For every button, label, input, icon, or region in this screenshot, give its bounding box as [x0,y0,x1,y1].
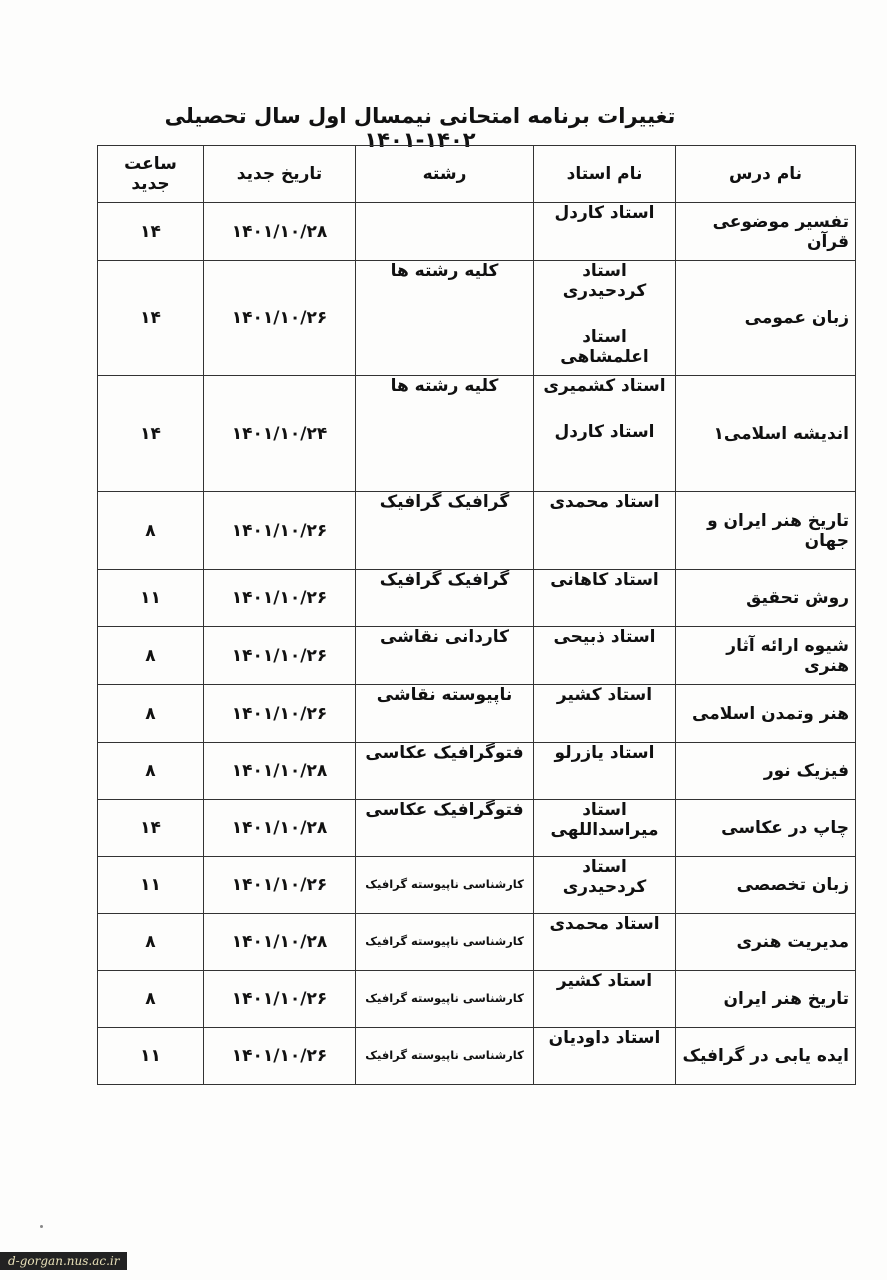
new-time: ۱۱ [98,857,204,914]
teacher-name: استاد محمدی [549,492,660,512]
teacher-name: استاد کاهانی [550,570,659,590]
field-of-study: کارشناسی ناپیوسته گرافیک [356,857,534,914]
teacher-name: استاد کردحیدری [562,857,647,897]
new-date: ۱۴۰۱/۱۰/۲۸ [204,914,356,971]
course-name: زبان تخصصی [676,857,856,914]
field-of-study [356,203,534,261]
course-name: تاریخ هنر ایران [676,971,856,1028]
header-field: رشته [356,146,534,203]
new-date: ۱۴۰۱/۱۰/۲۸ [204,203,356,261]
table-row [98,685,856,743]
course-name: تاریخ هنر ایران و جهان [676,492,856,570]
teacher-name: استاد محمدی [549,914,660,934]
new-date: ۱۴۰۱/۱۰/۲۶ [204,261,356,376]
teacher-name: استاد کشیر [556,685,653,705]
course-name: فیزیک نور [676,743,856,800]
new-date: ۱۴۰۱/۱۰/۲۶ [204,971,356,1028]
new-time: ۱۴ [98,376,204,492]
new-date: ۱۴۰۱/۱۰/۲۶ [204,685,356,743]
new-time: ۸ [98,492,204,570]
teacher-cell [534,914,676,971]
table-row [98,743,856,800]
course-name: مدیریت هنری [676,914,856,971]
teacher-cell [534,261,676,376]
teacher-name: استاد اعلمشاهی [560,327,649,367]
table-row [98,914,856,971]
teacher-cell [534,685,676,743]
table-row [98,971,856,1028]
new-time: ۸ [98,743,204,800]
teacher-cell [534,492,676,570]
teacher-name: استاد یازرلو [554,743,655,763]
field-of-study: گرافیک گرافیک [356,570,534,627]
teacher-name: استاد کشیر [556,971,653,991]
scan-speck [40,1225,43,1228]
teacher-name: استاد ذبیحی [553,627,656,647]
new-time: ۸ [98,914,204,971]
header-course: نام درس [676,146,856,203]
new-time: ۱۴ [98,261,204,376]
header-teacher: نام استاد [534,146,676,203]
course-name: چاپ در عکاسی [676,800,856,857]
field-of-study: کلیه رشته ها [356,261,534,376]
course-name: شیوه ارائه آثار هنری [676,627,856,685]
course-name: زبان عمومی [676,261,856,376]
table-body [98,203,856,1085]
teacher-cell [534,857,676,914]
exam-schedule-table [97,145,856,1085]
field-of-study: گرافیک گرافیک [356,492,534,570]
new-date: ۱۴۰۱/۱۰/۲۶ [204,570,356,627]
teacher-cell [534,971,676,1028]
table-row [98,800,856,857]
teacher-name: استاد میراسداللهی [550,800,659,840]
teacher-cell [534,743,676,800]
teacher-name: استاد داودیان [548,1028,661,1048]
new-time: ۱۱ [98,570,204,627]
course-name: ایده یابی در گرافیک [676,1028,856,1085]
header-date: تاریخ جدید [204,146,356,203]
teacher-name: استاد کشمیری [543,376,666,396]
field-of-study: کلیه رشته ها [356,376,534,492]
teacher-cell [534,570,676,627]
table-header-row [98,146,856,203]
footer-url: d-gorgan.nus.ac.ir [0,1252,127,1270]
teacher-name: استاد کردحیدری [562,261,647,301]
field-of-study: کارشناسی ناپیوسته گرافیک [356,914,534,971]
teacher-cell [534,1028,676,1085]
table-row [98,627,856,685]
field-of-study: کارشناسی ناپیوسته گرافیک [356,1028,534,1085]
new-time: ۸ [98,627,204,685]
teacher-cell [534,627,676,685]
new-date: ۱۴۰۱/۱۰/۲۴ [204,376,356,492]
table-row [98,203,856,261]
new-time: ۱۱ [98,1028,204,1085]
teacher-name: استاد کاردل [554,203,655,223]
new-date: ۱۴۰۱/۱۰/۲۶ [204,492,356,570]
new-date: ۱۴۰۱/۱۰/۲۸ [204,743,356,800]
table-row [98,492,856,570]
new-time: ۱۴ [98,800,204,857]
teacher-cell [534,376,676,492]
document-title: تغییرات برنامه امتحانی نیمسال اول سال تحصیلی ۱۴۰۲-۱۴۰۱ [164,104,676,152]
new-date: ۱۴۰۱/۱۰/۲۶ [204,857,356,914]
field-of-study: کارشناسی ناپیوسته گرافیک [356,971,534,1028]
table-row [98,261,856,376]
course-name: روش تحقیق [676,570,856,627]
table-row [98,1028,856,1085]
field-of-study: ناپیوسته نقاشی [356,685,534,743]
new-time: ۸ [98,971,204,1028]
table-row [98,570,856,627]
field-of-study: فتوگرافیک عکاسی [356,800,534,857]
course-name: هنر وتمدن اسلامی [676,685,856,743]
new-time: ۸ [98,685,204,743]
table-row [98,857,856,914]
teacher-name: استاد کاردل [554,422,655,442]
teacher-cell [534,800,676,857]
table-row [98,376,856,492]
new-date: ۱۴۰۱/۱۰/۲۶ [204,627,356,685]
new-date: ۱۴۰۱/۱۰/۲۶ [204,1028,356,1085]
field-of-study: فتوگرافیک عکاسی [356,743,534,800]
course-name: اندیشه اسلامی۱ [676,376,856,492]
teacher-cell [534,203,676,261]
header-time: ساعت جدید [98,146,204,203]
field-of-study: کاردانی نقاشی [356,627,534,685]
new-date: ۱۴۰۱/۱۰/۲۸ [204,800,356,857]
new-time: ۱۴ [98,203,204,261]
course-name: تفسیر موضوعی قرآن [676,203,856,261]
